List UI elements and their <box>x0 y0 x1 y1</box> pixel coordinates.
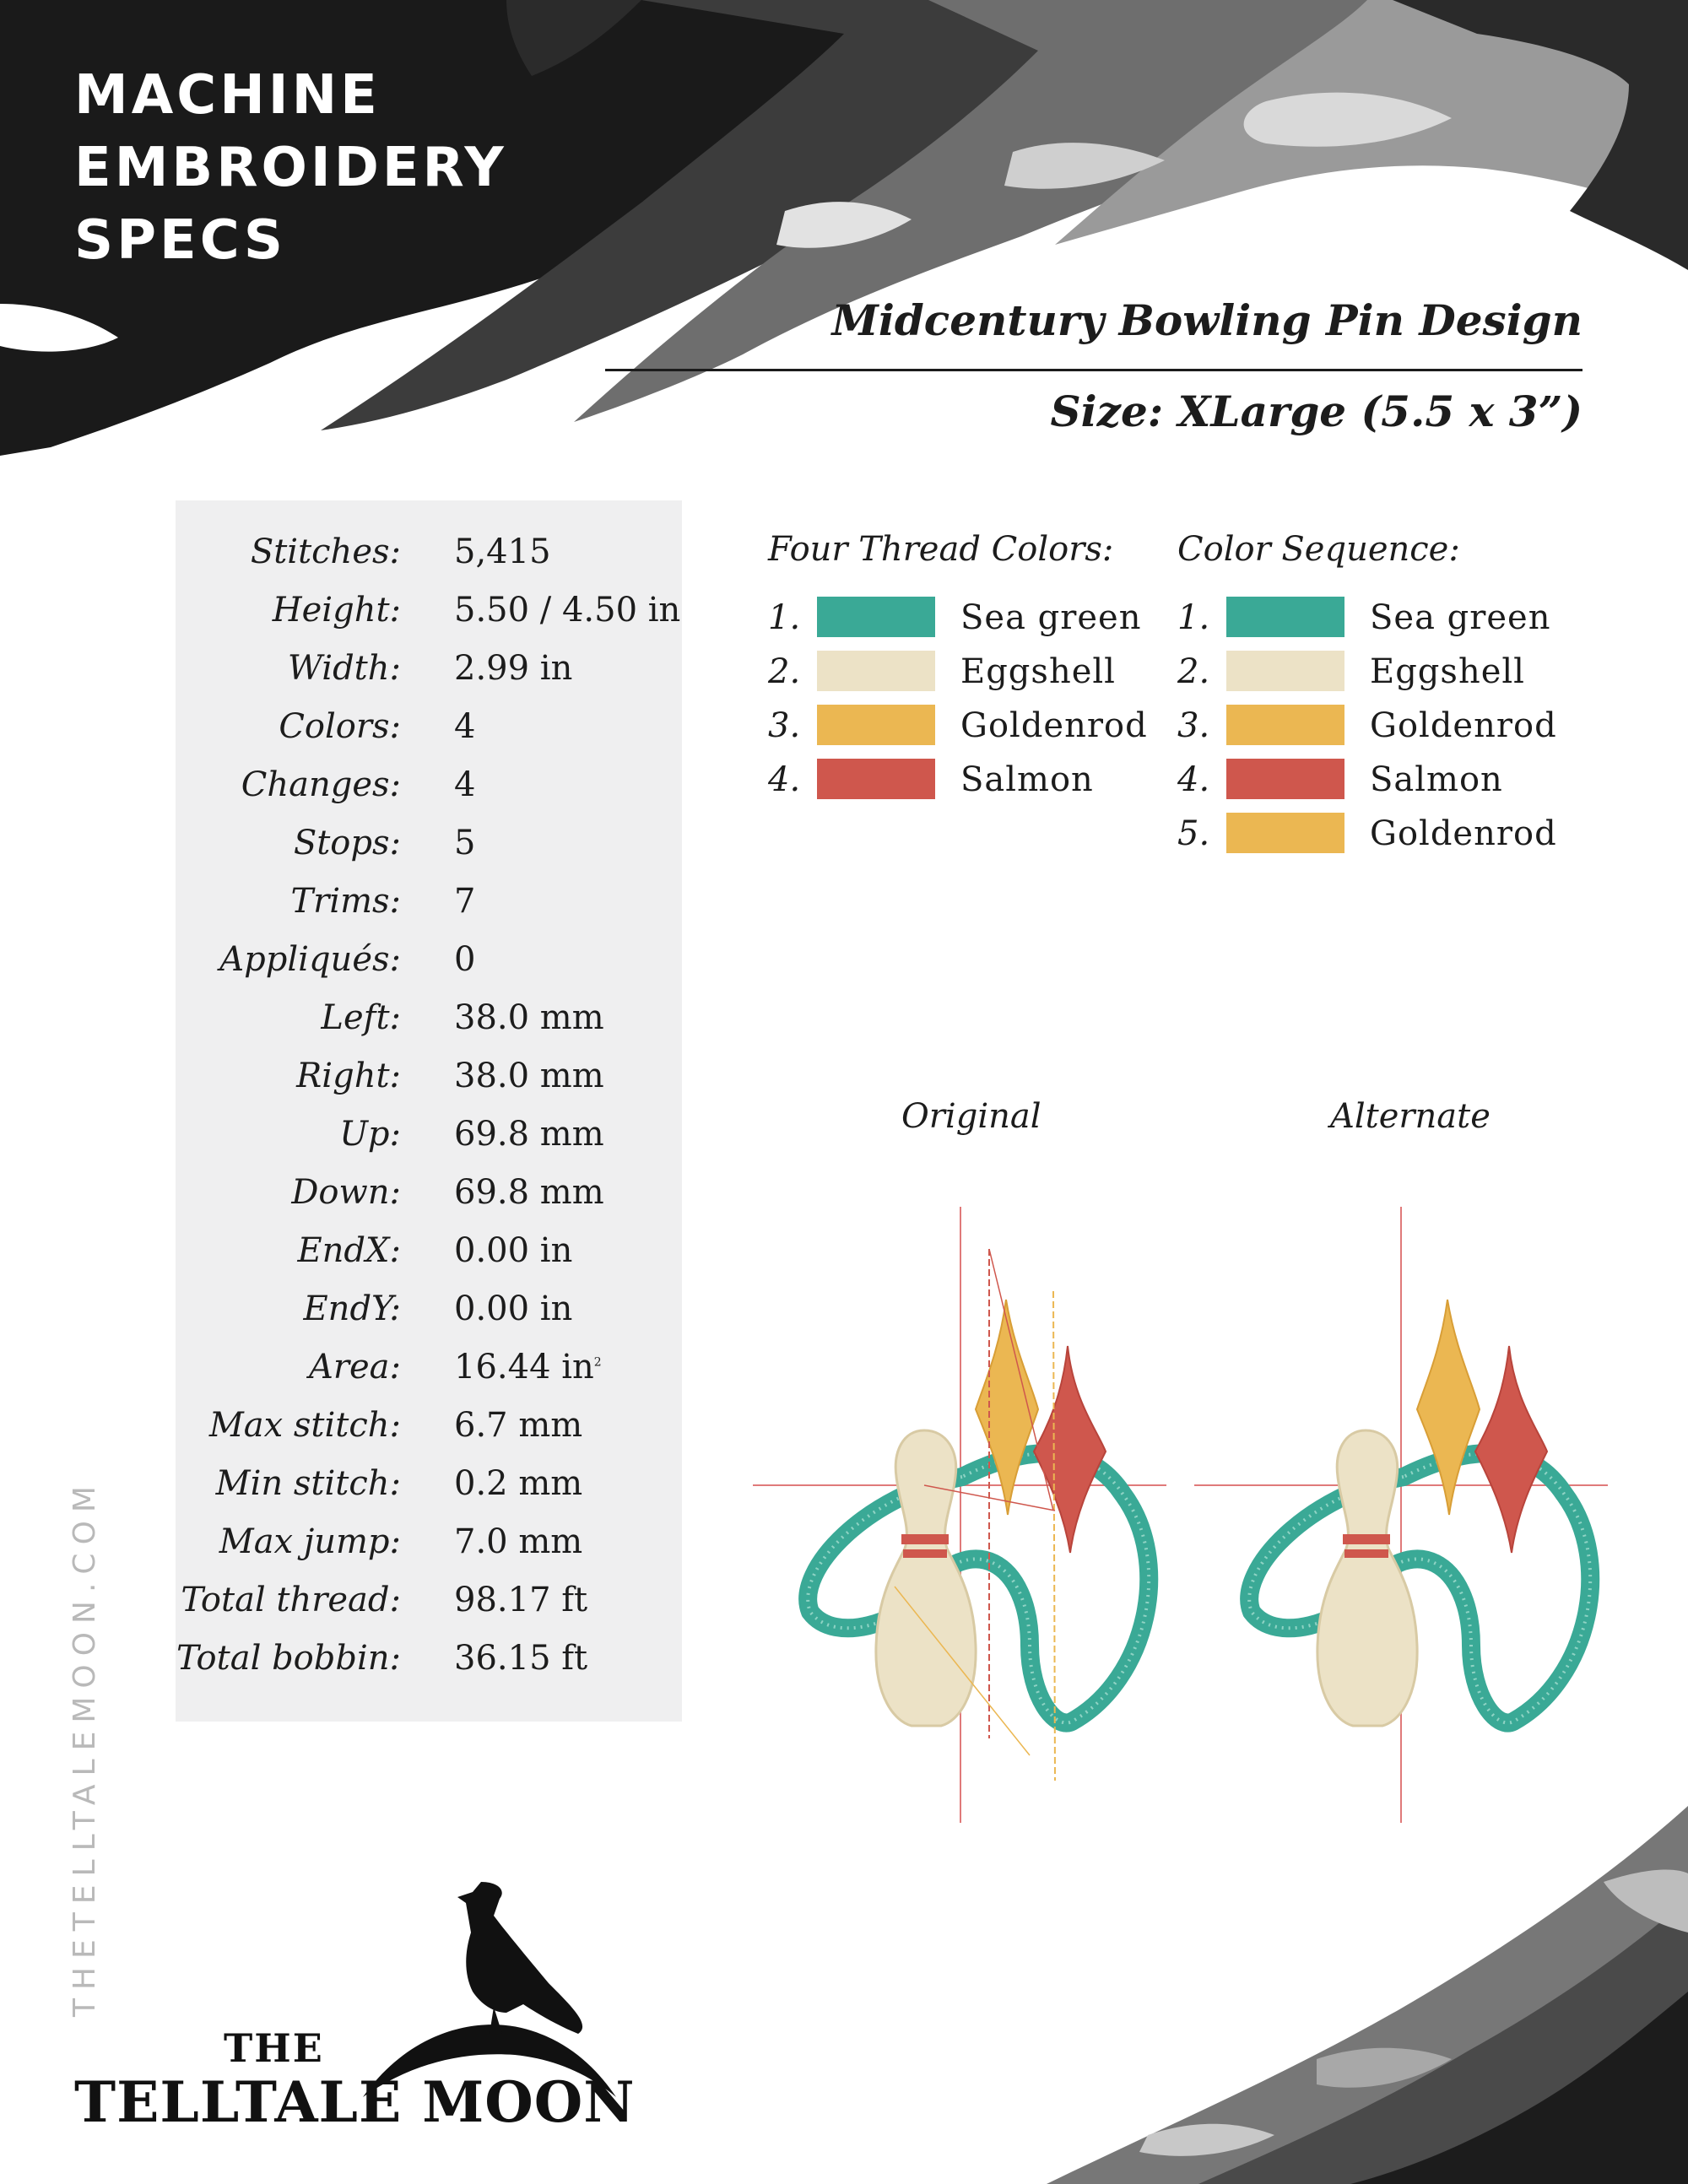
spec-row-left <box>176 998 682 1049</box>
website-watermark: THETELLTALEMOON.COM <box>68 1478 102 2017</box>
sequence-item <box>1177 813 1557 853</box>
sequence-color-name: Goldenrod <box>1370 706 1557 745</box>
spec-row-endx <box>176 1231 682 1282</box>
spec-row-stitches <box>176 532 682 583</box>
sequence-item <box>1177 651 1557 691</box>
alternate-preview <box>1194 1207 1608 1823</box>
sequence-color-name: Eggshell <box>1370 652 1525 691</box>
spec-label: Right: <box>296 1057 401 1095</box>
spec-value: 0.00 in <box>454 1289 573 1328</box>
spec-value: 6.7 mm <box>454 1406 583 1445</box>
sequence-color-name: Salmon <box>1370 760 1503 799</box>
spec-label: Stops: <box>293 824 401 862</box>
spec-row-height <box>176 591 682 641</box>
spec-row-right <box>176 1057 682 1107</box>
color-sequence-header: Color Sequence: <box>1177 530 1460 569</box>
spec-value <box>454 1348 602 1387</box>
spec-label: EndX: <box>297 1231 401 1270</box>
spec-label: Width: <box>287 649 401 688</box>
spec-label: Trims: <box>290 882 401 921</box>
spec-value: 7 <box>454 882 476 921</box>
thread-colors-header: Four Thread Colors: <box>768 530 1114 569</box>
spec-value: 2.99 in <box>454 649 573 688</box>
sequence-number: 2. <box>1177 652 1210 691</box>
design-title: Midcentury Bowling Pin Design <box>831 295 1582 345</box>
specs-panel <box>176 500 682 1722</box>
sequence-number: 5. <box>1177 814 1210 853</box>
sequence-item <box>1177 597 1557 637</box>
spec-label: Total bobbin: <box>176 1639 401 1678</box>
spec-row-down <box>176 1173 682 1224</box>
spec-row-stops <box>176 824 682 874</box>
thread-color-number: 4. <box>768 760 801 799</box>
alternate-preview-label: Alternate <box>1330 1097 1491 1136</box>
spec-row-changes <box>176 765 682 816</box>
color-swatch <box>1226 597 1344 637</box>
embroidery-previews <box>743 1148 1620 1840</box>
spec-row-endy <box>176 1289 682 1340</box>
spec-value: 38.0 mm <box>454 998 604 1037</box>
sequence-number: 3. <box>1177 706 1210 745</box>
original-preview <box>753 1207 1166 1823</box>
spec-value: 5,415 <box>454 532 551 571</box>
spec-value: 7.0 mm <box>454 1522 583 1561</box>
color-swatch <box>1226 759 1344 799</box>
spec-value: 5.50 / 4.50 in <box>454 591 681 630</box>
spec-label: Changes: <box>241 765 401 804</box>
thread-color-name: Salmon <box>960 760 1094 799</box>
color-swatch <box>1226 705 1344 745</box>
spec-row-area <box>176 1348 682 1398</box>
spec-value: 36.15 ft <box>454 1639 588 1678</box>
spec-label: Down: <box>291 1173 401 1212</box>
sequence-item <box>1177 759 1557 799</box>
color-swatch <box>817 597 935 637</box>
spec-row-width <box>176 649 682 700</box>
spec-row-min-stitch <box>176 1464 682 1515</box>
spec-label: Up: <box>339 1115 401 1154</box>
spec-row-up <box>176 1115 682 1165</box>
spec-label: Stitches: <box>250 532 401 571</box>
spec-row-max-jump <box>176 1522 682 1573</box>
color-swatch <box>817 759 935 799</box>
logo-the: THE <box>224 2025 324 2071</box>
spec-value: 38.0 mm <box>454 1057 604 1095</box>
spec-value: 69.8 mm <box>454 1115 604 1154</box>
telltale-moon-logo <box>68 1865 709 2143</box>
page-title <box>74 59 507 277</box>
title-line-1: MACHINE <box>74 64 381 127</box>
spec-value: 0 <box>454 940 476 979</box>
design-size: Size: XLarge (5.5 x 3”) <box>1050 387 1582 436</box>
thread-color-name: Goldenrod <box>960 706 1148 745</box>
spec-value: 0.2 mm <box>454 1464 583 1503</box>
spec-label: Area: <box>308 1348 401 1387</box>
sequence-color-name: Sea green <box>1370 598 1551 637</box>
thread-color-name: Sea green <box>960 598 1142 637</box>
thread-color-item <box>768 705 1148 745</box>
spec-row-trims <box>176 882 682 933</box>
thread-color-number: 3. <box>768 706 801 745</box>
spec-value: 69.8 mm <box>454 1173 604 1212</box>
spec-row-total-bobbin <box>176 1639 682 1689</box>
thread-color-item <box>768 651 1148 691</box>
spec-label: Colors: <box>279 707 401 746</box>
sequence-number: 4. <box>1177 760 1210 799</box>
spec-value: 5 <box>454 824 476 862</box>
color-swatch <box>1226 813 1344 853</box>
color-swatch <box>817 705 935 745</box>
spec-value: 4 <box>454 765 476 804</box>
spec-label: Max stitch: <box>208 1406 401 1445</box>
spec-label: Max jump: <box>219 1522 401 1561</box>
spec-value: 98.17 ft <box>454 1581 588 1619</box>
thread-color-number: 1. <box>768 598 801 637</box>
thread-color-item <box>768 759 1148 799</box>
thread-color-item <box>768 597 1148 637</box>
spec-label: Left: <box>321 998 401 1037</box>
spec-row-total-thread <box>176 1581 682 1631</box>
sequence-item <box>1177 705 1557 745</box>
title-divider <box>605 369 1582 371</box>
sequence-number: 1. <box>1177 598 1210 637</box>
spec-value: 4 <box>454 707 476 746</box>
spec-label: Height: <box>272 591 401 630</box>
spec-row-appliques <box>176 940 682 991</box>
title-line-2: EMBROIDERY <box>74 137 507 199</box>
title-line-3: SPECS <box>74 209 286 272</box>
sequence-color-name: Goldenrod <box>1370 814 1557 853</box>
spec-label: Total thread: <box>181 1581 401 1619</box>
thread-color-name: Eggshell <box>960 652 1116 691</box>
spec-label: Min stitch: <box>215 1464 401 1503</box>
original-preview-label: Original <box>901 1097 1041 1136</box>
spec-row-colors <box>176 707 682 758</box>
area-value: 16.44 in <box>454 1348 594 1387</box>
logo-name: TELLTALE MOON <box>74 2069 636 2135</box>
color-swatch <box>1226 651 1344 691</box>
spec-row-max-stitch <box>176 1406 682 1457</box>
spec-label: Appliqués: <box>219 940 401 979</box>
color-swatch <box>817 651 935 691</box>
area-superscript: 2 <box>593 1355 602 1370</box>
spec-label: EndY: <box>303 1289 401 1328</box>
thread-color-number: 2. <box>768 652 801 691</box>
spec-value: 0.00 in <box>454 1231 573 1270</box>
